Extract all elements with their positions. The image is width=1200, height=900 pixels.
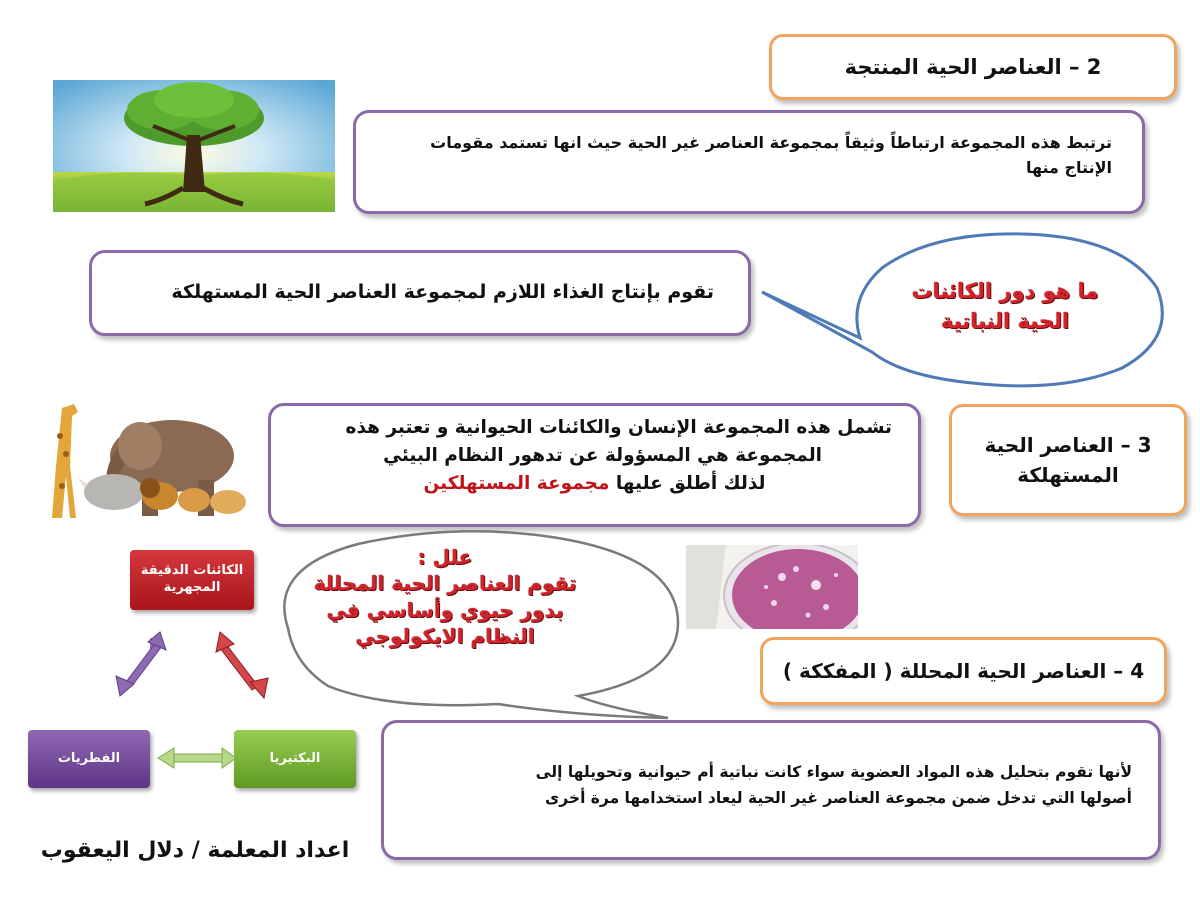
question-line: تقوم العناصر الحية المحللة [313,571,577,596]
diagram-node-label: الكائنات الدقيقة المجهرية [140,563,244,595]
diagram-node-microorganisms [130,550,254,610]
section4-desc-line2: أصولها التي تدخل ضمن مجموعة العناصر غير الحية ليعاد استخدامها مرة أخرى [545,789,1132,808]
author-credit: اعداد المعلمة / دلال اليعقوب [40,838,350,863]
diagram-node-label: الفطريات [57,750,121,766]
tree-image [53,80,335,212]
section3-desc-line1: تشمل هذه المجموعة الإنسان والكائنات الحيوانية و تعتبر هذه [345,417,892,438]
diagram-node-label: البكتيريا [269,750,321,766]
arrow-fungi-bacteria [158,748,236,768]
arrow-microorganisms-fungi [116,632,166,696]
section2-role-answer: تقوم بإنتاج الغذاء اللازم لمجموعة العناصر الحية المستهلكة [171,281,714,304]
section2-role-answer-box [89,250,751,336]
section3-desc-prefix: لذلك أطلق عليها [615,472,766,494]
question-line: ما هو دور الكائنات [911,279,1099,303]
section4-description-box [381,720,1161,860]
arrow-microorganisms-bacteria [216,632,268,698]
question-line: الحية النباتية [940,309,1070,334]
question-bubble-decomposers-text [300,544,590,650]
section4-desc-line1: لأنها تقوم بتحليل هذه المواد العضوية سواء كانت نباتية أم حيوانية وتحويلها إلى [535,763,1132,781]
section2-title-box [769,34,1177,100]
section2-description: ترتبط هذه المجموعة ارتباطاً وثيقاً بمجموعة العناصر غير الحية حيث انها تستمد مقومات الإنتاج منها [430,133,1112,177]
section3-desc-line2: المجموعة هي المسؤولة عن تدهور النظام البيئي [383,444,822,466]
section2-description-box [353,110,1145,214]
diagram-arrows [100,620,290,780]
section3-title-line1: 3 – العناصر الحية [984,433,1152,457]
petri-dish-image [686,545,858,629]
question-line: النظام الايكولوجي [355,624,535,649]
question-bubble-plants-text [890,276,1120,337]
section3-title-line2: المستهلكة [1017,463,1119,487]
question-line: بدور حيوي وأساسي في [326,597,564,622]
section3-desc-line3 [297,470,892,498]
animals-image [22,396,248,522]
section4-title-box [760,637,1167,705]
section4-title: 4 – العناصر الحية المحللة ( المفككة ) [782,659,1145,683]
section2-title: 2 – العناصر الحية المنتجة [844,55,1102,79]
section3-description-box [268,403,921,527]
section3-title-box [949,404,1187,516]
question-line: علل : [417,545,473,569]
section3-desc-highlight: مجموعة المستهلكين [423,472,610,494]
